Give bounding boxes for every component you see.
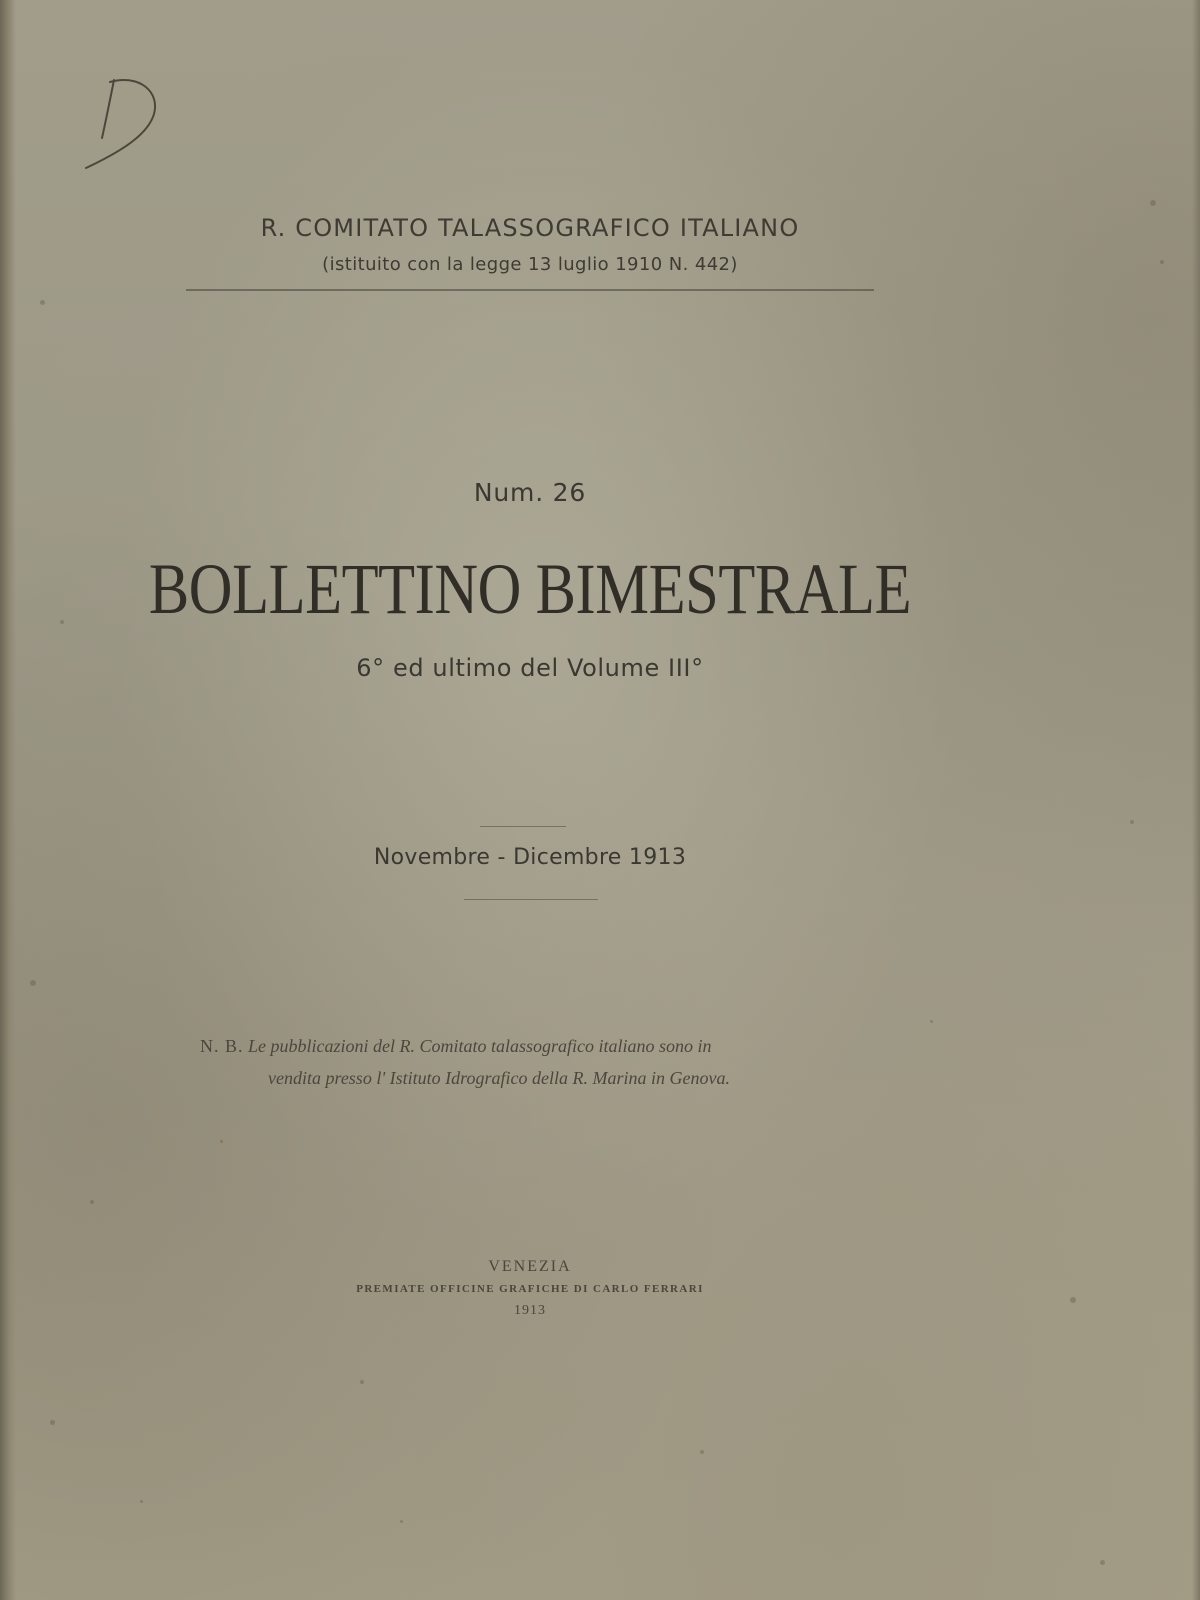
imprint-year: 1913 [514,1303,546,1318]
imprint-printer: PREMIATE OFFICINE GRAFICHE DI CARLO FERRARI [356,1283,704,1295]
date-divider-top [480,826,566,827]
founding-law: (istituito con la legge 13 luglio 1910 N. 442) [322,254,738,275]
worn-right-edge [1192,0,1200,1600]
issue-date: Novembre - Dicembre 1913 [373,845,687,870]
sales-note-line-2 [200,1062,870,1094]
bulletin-title: BOLLETTINO BIMESTRALE [148,549,912,629]
nota-bene-prefix: N. B. [200,1036,244,1056]
organization-name: R. COMITATO TALASSOGRAFICO ITALIANO [260,214,800,242]
sales-note-line-1 [200,1030,870,1062]
header-divider [186,289,874,291]
sales-note [200,1030,870,1094]
issue-number: Num. 26 [473,478,587,507]
sales-note-text-1: Le pubblicazioni del R. Comitato talassografico italiano sono in [248,1036,712,1056]
sales-note-text-2: vendita presso l' Istituto Idrografico della R. Marina in Genova. [268,1068,730,1088]
handwritten-pencil-mark [80,70,170,170]
date-divider-bottom [464,899,598,900]
volume-subtitle: 6° ed ultimo del Volume III° [356,654,704,682]
imprint-city: VENEZIA [488,1258,572,1275]
